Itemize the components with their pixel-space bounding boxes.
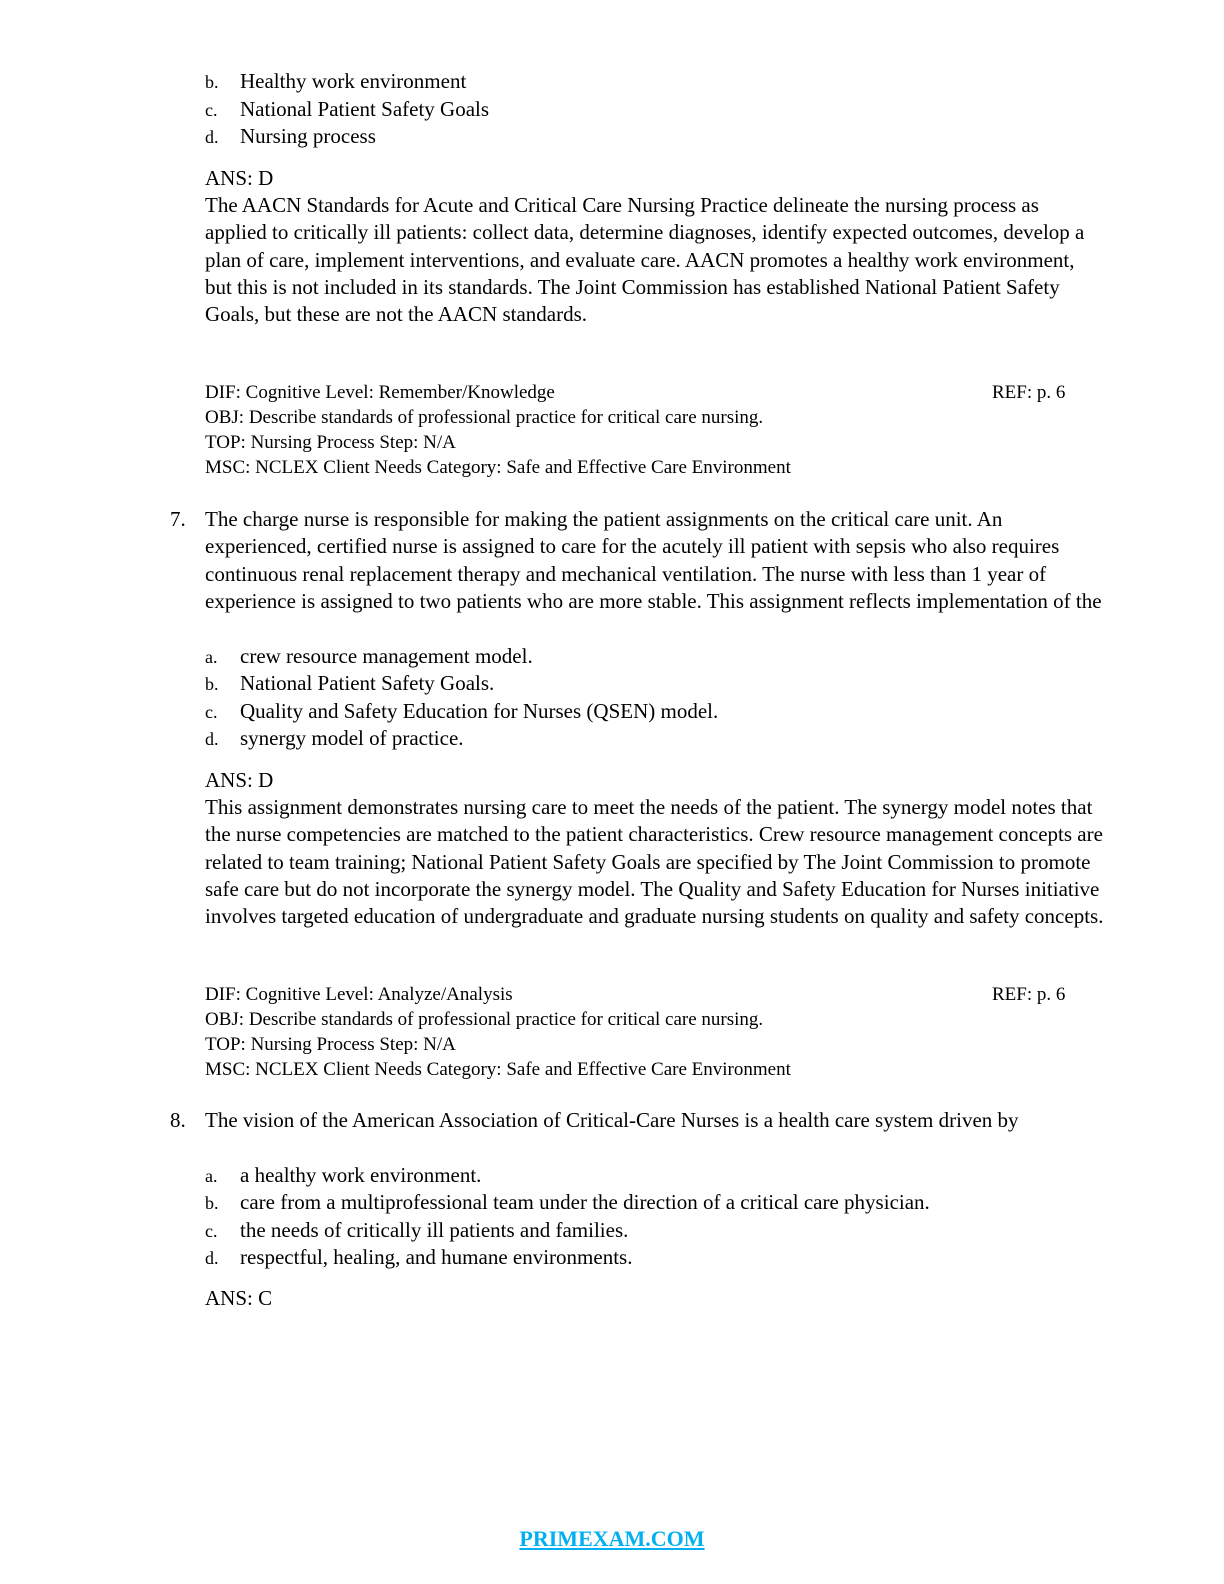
- option-text: National Patient Safety Goals: [240, 97, 490, 121]
- option-text: a healthy work environment.: [240, 1163, 482, 1187]
- option-letter: b.: [205, 72, 219, 92]
- rationale: The AACN Standards for Acute and Critical Care Nursing Practice delineate the nursing process as applied to critically ill patients: collect data, determine diagnoses, identify expected outcomes, develop a plan of care, implement interventions, and evaluate care. AACN promotes a healthy work environment, but this is not included in its standards. The Joint Commission has established National Patient Safety Goals, but these are not the AACN standards.: [205, 193, 1085, 327]
- option-a: [205, 643, 533, 672]
- option-letter: b.: [205, 1193, 219, 1213]
- question-number: 7.: [170, 507, 186, 531]
- option-text: Nursing process: [240, 124, 376, 148]
- msc: MSC: NCLEX Client Needs Category: Safe and Effective Care Environment: [205, 457, 791, 478]
- option-text: Quality and Safety Education for Nurses (QSEN) model.: [240, 699, 719, 723]
- option-d: [205, 725, 464, 754]
- option-text: care from a multiprofessional team under the direction of a critical care physician.: [240, 1190, 930, 1214]
- objective: OBJ: Describe standards of professional practice for critical care nursing.: [205, 407, 764, 428]
- answer: ANS: D: [205, 166, 274, 190]
- msc: MSC: NCLEX Client Needs Category: Safe and Effective Care Environment: [205, 1059, 791, 1080]
- option-b: [205, 1189, 930, 1218]
- option-text: the needs of critically ill patients and families.: [240, 1218, 629, 1242]
- topic: TOP: Nursing Process Step: N/A: [205, 432, 456, 453]
- option-c: [205, 96, 489, 125]
- dif-text: DIF: Cognitive Level: Analyze/Analysis: [205, 984, 513, 1005]
- ref-text: REF: p. 6: [992, 984, 1066, 1005]
- topic: TOP: Nursing Process Step: N/A: [205, 1034, 456, 1055]
- option-d: [205, 1244, 632, 1273]
- option-c: [205, 698, 718, 727]
- option-text: respectful, healing, and humane environments.: [240, 1245, 633, 1269]
- difficulty: [205, 982, 1066, 1007]
- option-letter: d.: [205, 127, 219, 147]
- dif-text: DIF: Cognitive Level: Remember/Knowledge: [205, 382, 555, 403]
- option-b: [205, 68, 466, 97]
- option-letter: c.: [205, 100, 218, 120]
- option-letter: a.: [205, 1166, 218, 1186]
- question-number: 8.: [170, 1108, 186, 1132]
- option-b: [205, 670, 494, 699]
- option-a: [205, 1162, 481, 1191]
- option-text: National Patient Safety Goals.: [240, 671, 495, 695]
- option-text: synergy model of practice.: [240, 726, 464, 750]
- footer-link[interactable]: PRIMEXAM.COM: [519, 1526, 705, 1551]
- ref-text: REF: p. 6: [992, 382, 1066, 403]
- question-stem: The charge nurse is responsible for making the patient assignments on the critical care unit. An experienced, certified nurse is assigned to care for the acutely ill patient with sepsis who also requires continuous renal replacement therapy and mechanical ventilation. The nurse with less than 1 year of experience is assigned to two patients who are more stable. This assignment reflects implementation of the: [205, 507, 1102, 613]
- difficulty: [205, 380, 1066, 405]
- rationale: This assignment demonstrates nursing care to meet the needs of the patient. The synergy model notes that the nurse competencies are matched to the patient characteristics. Crew resource management concepts are related to team training; National Patient Safety Goals are specified by The Joint Commission to promote safe care but do not incorporate the synergy model. The Quality and Safety Education for Nurses initiative involves targeted education of undergraduate and graduate nursing students on quality and safety concepts.: [205, 795, 1104, 929]
- answer: ANS: C: [205, 1286, 273, 1310]
- question-stem: The vision of the American Association of Critical-Care Nurses is a health care system driven by: [205, 1108, 1019, 1132]
- option-letter: c.: [205, 1221, 218, 1241]
- option-text: Healthy work environment: [240, 69, 467, 93]
- option-letter: d.: [205, 1248, 219, 1268]
- answer: ANS: D: [205, 768, 274, 792]
- option-c: [205, 1217, 628, 1246]
- option-letter: d.: [205, 729, 219, 749]
- objective: OBJ: Describe standards of professional practice for critical care nursing.: [205, 1009, 764, 1030]
- option-letter: a.: [205, 647, 218, 667]
- option-d: [205, 123, 376, 152]
- option-letter: b.: [205, 674, 219, 694]
- option-text: crew resource management model.: [240, 644, 533, 668]
- option-letter: c.: [205, 702, 218, 722]
